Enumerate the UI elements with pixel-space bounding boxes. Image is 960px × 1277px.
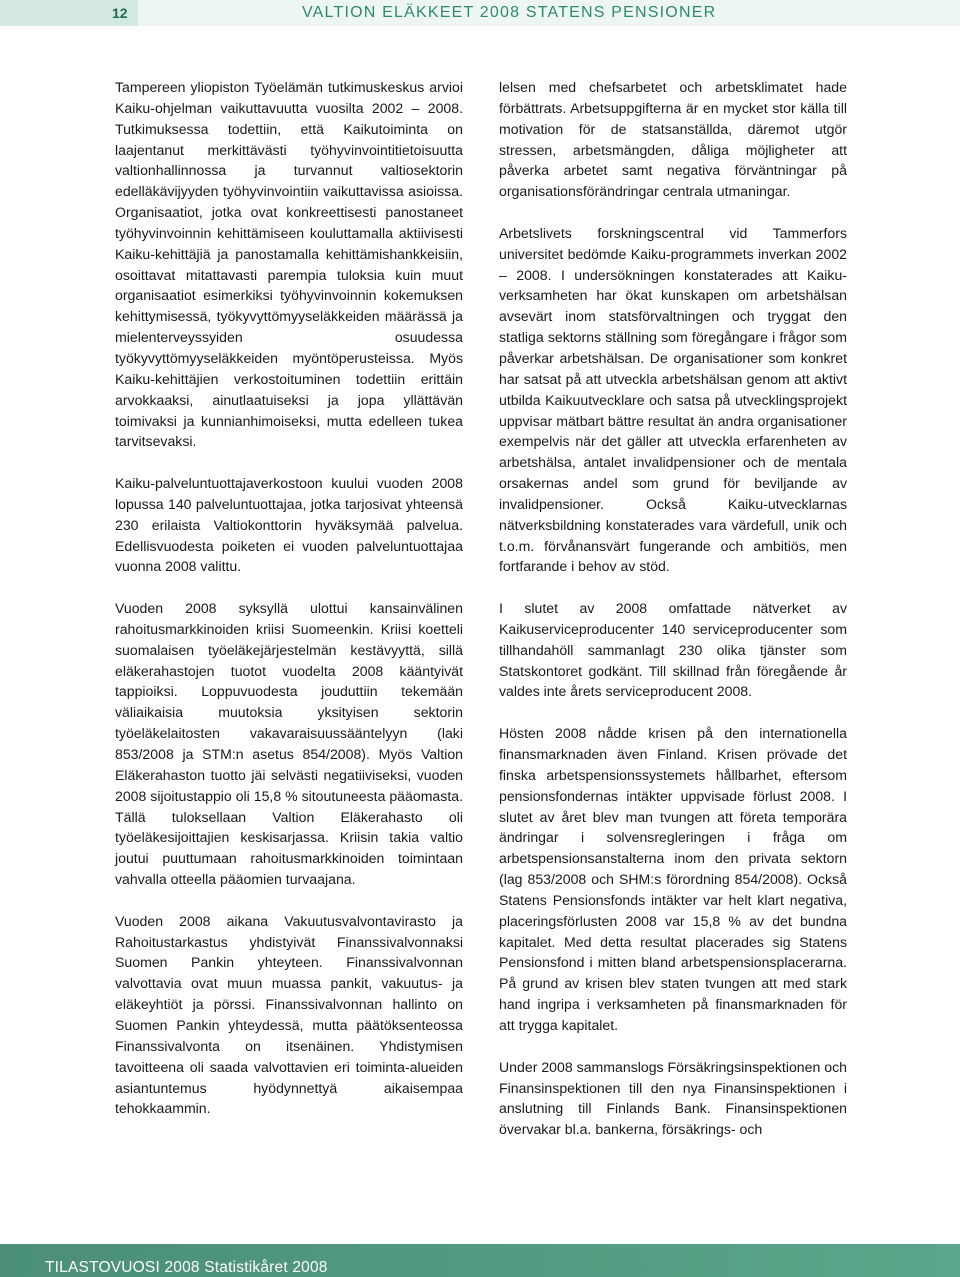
footer-label-light: Statistikåret 2008 — [204, 1259, 328, 1276]
page-number: 12 — [112, 5, 128, 21]
left-column — [115, 77, 463, 1119]
paragraph: Kaiku-palveluntuottajaverkostoon kuului vuoden 2008 lopussa 140 palveluntuottajaa, jotka tarjosivat yhteensä 230 erilaista Valtiokonttorin hyväksymää palvelua. Edellisvuodesta poiketen ei vuoden palveluntuottajaa vuonna 2008 valittu. — [115, 475, 463, 575]
paragraph: Arbetslivets forskningscentral vid Tammerfors universitet bedömde Kaiku-programmets inverkan 2002 – 2008. I undersökningen konstaterades att Kaiku-verksamheten har ökat kunskapen om arbetshälsan avsevärt inom statsförvaltningen och tryggat den statliga sektorns ställning som föregångare i frågor som påverkar arbetshälsan. De organisationer som konkret har satsat på att utveckla arbetshälsan genom att aktivt utbilda Kaikuutvecklare och satsa på utvecklingsprojekt uppvisar mätbart bättre resultat än andra organisationer exempelvis när det gäller att utveckla erfarenheten av arbetshälsa, antalet invalidpensioner och de mentala orsakernas andel som grund för beviljande av invalidpensioner. Också Kaiku-utvecklarnas nätverksbildning konstaterades vara värdefull, unik och t.o.m. förvånansvärt fungerande och ambitiös, men fortfarande i behov av stöd. — [499, 224, 847, 575]
paragraph: Tampereen yliopiston Työelämän tutkimuskeskus arvioi Kaiku-ohjelman vaikuttavuutta vuosilta 2002 – 2008. Tutkimuksessa todettiin, että Kaikutoiminta on laajentanut merkittävästi työhyvinvointitietoisuutta valtionhallinnossa ja turvannut valtiosektorin edelläkävijyyden työhyvinvointiin vaikuttavissa asioissa. Organisaatiot, jotka ovat konkreettisesti panostaneet työhyvinvoinnin kehittämiseen kouluttamalla aktiivisesti Kaiku-kehittäjiä ja panostamalla kehittämishankkeisiin, osoittavat mitattavasti parempia tuloksia kuin muut organisaatiot esimerkiksi työhyvinvoinnin kokemuksen kehittymisessä, työkyvyttömyyseläkkeiden määrässä ja mielenterveyssyiden osuudessa työkyvyttömyyseläkkeiden myöntöperusteissa. Myös Kaiku-kehittäjien verkostoituminen todettiin erittäin arvokkaaksi, ainutlaatuiseksi ja jopa yllättävän toimivaksi ja kunnianhimoiseksi, mutta edelleen tukea tarvitsevaksi. — [115, 79, 463, 450]
paragraph: I slutet av 2008 omfattade nätverket av Kaikuserviceproducenter 140 serviceproducenter som tillhandahöll sammanlagt 230 olika tjänster som Statskontoret godkänt. Till skillnad från föregående år valdes inte årets serviceproducent 2008. — [499, 600, 847, 700]
footer-label — [45, 1259, 328, 1277]
paragraph: Under 2008 sammanslogs Försäkringsinspektionen och Finansinspektionen till den nya Finansinspektionen i anslutning till Finlands Bank. Finansinspektionen övervakar bl.a. bankerna, försäkrings- och — [499, 1058, 847, 1138]
paragraph: lelsen med chefsarbetet och arbetsklimatet hade förbättrats. Arbetsuppgifterna är en mycket stor källa till motivation för de statsanställda, däremot utgör stressen, arbetsmängden, dåliga möjligheter att påverka arbetet samt negativa förväntningar på organisationsförändringar centrala utmaningar. — [499, 79, 847, 200]
page-footer — [0, 1244, 960, 1277]
footer-label-bold: TILASTOVUOSI 2008 — [45, 1259, 200, 1276]
page-header — [0, 0, 960, 26]
right-column — [499, 77, 847, 1140]
paragraph: Hösten 2008 nådde krisen på den internationella finansmarknaden även Finland. Krisen prövade det finska arbetspensionssystemets hållbarhet, eftersom pensionsfondernas intäkter uppvisade förlust 2008. I slutet av året blev man tvungen att företa temporära ändringar i solvensregleringen i fråga om arbetspensionsanstalterna inom den privata sektorn (lag 853/2008 och SHM:s förordning 854/2008). Också Statens Pensionsfonds intäkter var helt klart negativa, placeringsförlusten 2008 var 15,8 % av det bundna kapitalet. Med detta resultat placerades sig Statens Pensionsfond i mitten bland arbetspensionsplacerarna. På grund av krisen blev staten tvungen att med stark hand ingripa i verksamheten på finansmarknaden för att trygga kapitalet. — [499, 725, 847, 1033]
paragraph: Vuoden 2008 syksyllä ulottui kansainvälinen rahoitusmarkkinoiden kriisi Suomeenkin. Kriisi koetteli suomalaisen työeläkejärjestelmän kestävyyttä, sillä eläkerahastojen tuotot vuodelta 2008 kääntyivät tappioiksi. Loppuvuodesta jouduttiin tekemään väliaikaisia muutoksia yksityisen sektorin työeläkelaitosten vakavaraisuussääntelyyn (laki 853/2008 ja STM:n asetus 854/2008). Myös Valtion Eläkerahaston tuotto jäi selvästi negatiiviseksi, vuoden 2008 sijoitustappio oli 15,8 % sitoutuneesta pääomasta. Tällä tuloksellaan Valtion Eläkerahasto oli työeläkesijoittajien keskisarjassa. Kriisin takia valtio joutui puuttumaan rahoitusmarkkinoiden toimintaan vahvalla otteella pääomien turvaajana. — [115, 600, 463, 888]
paragraph: Vuoden 2008 aikana Vakuutusvalvontavirasto ja Rahoitustarkastus yhdistyivät Finanssivalvonnaksi Suomen Pankin yhteyteen. Finanssivalvonnan valvottavia ovat muun muassa pankit, vakuutus- ja eläkeyhtiöt ja pörssi. Finanssivalvonnan hallinto on Suomen Pankin yhteydessä, mutta päätöksenteossa Finanssivalvonta on itsenäinen. Yhdistymisen tavoitteena oli saada valvottavien eri toiminta-alueiden asiantuntemus hyödynnettyä aikaisempaa tehokkaammin. — [115, 912, 463, 1117]
running-title: VALTION ELÄKKEET 2008 STATENS PENSIONER — [302, 4, 717, 21]
